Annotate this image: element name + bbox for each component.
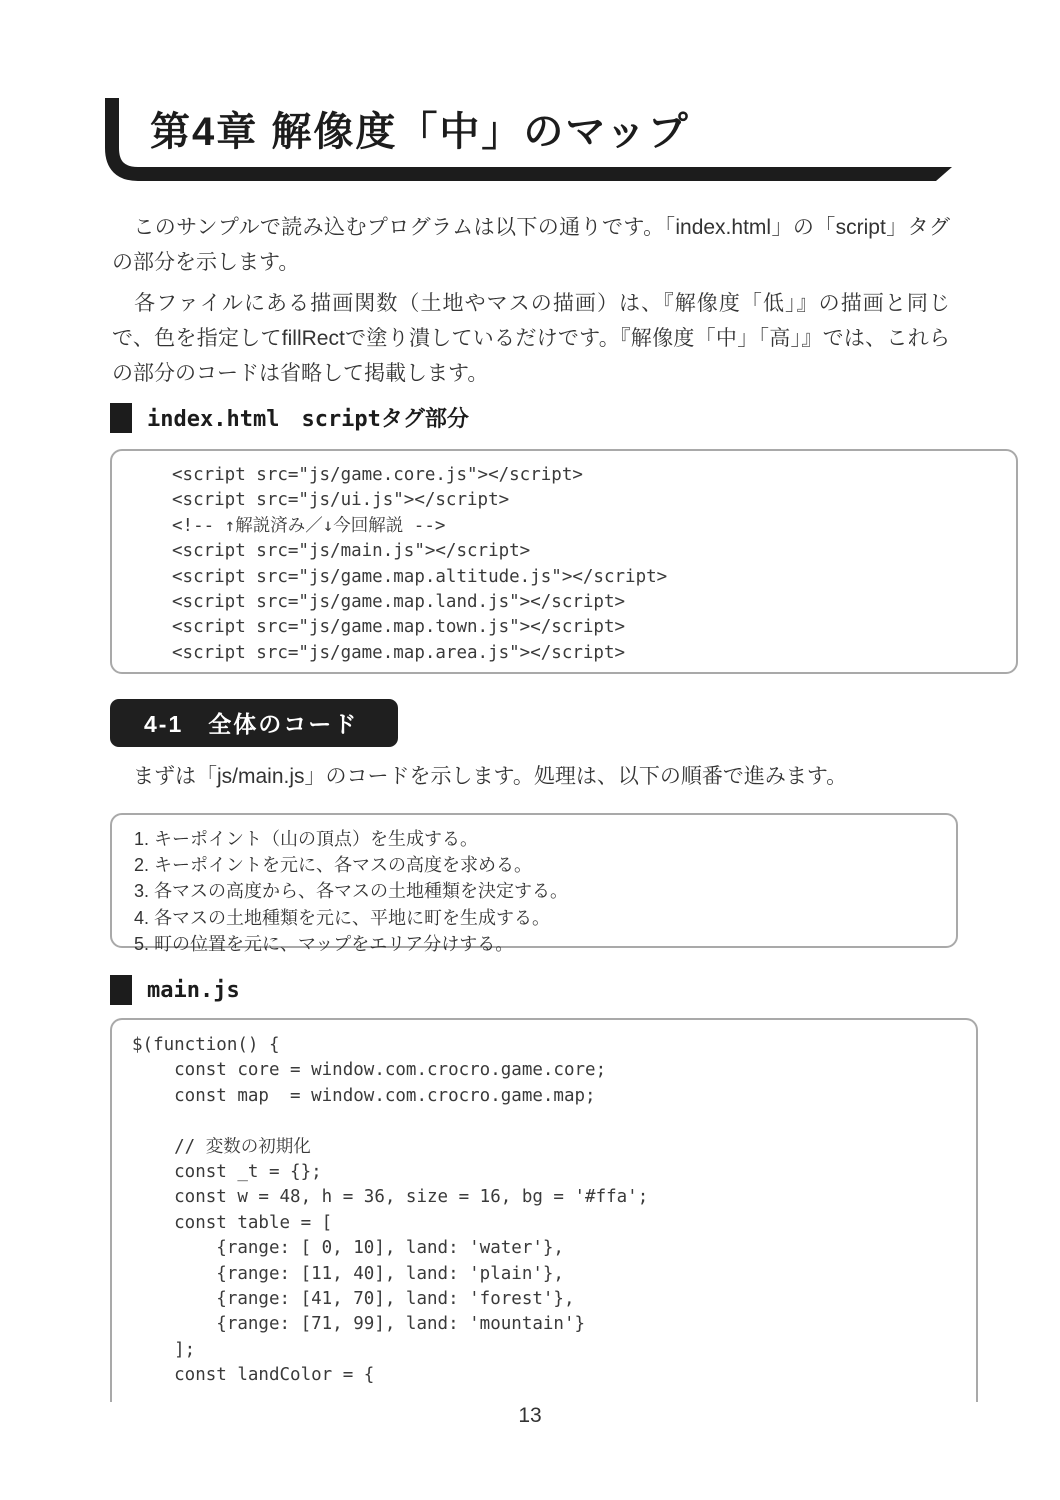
intro-paragraph-1: このサンプルで読み込むプログラムは以下の通りです。「index.html」の「script」タグの部分を示します。 [112,216,950,274]
chapter-header [0,0,1060,200]
lead-paragraph: まずは「js/main.js」のコードを示します。処理は、以下の順番で進みます。 [112,765,848,788]
page-number: 13 [518,1404,542,1427]
code-line: $(function() { [132,1035,280,1055]
listing-label-index-html: index.html scriptタグ部分 [147,407,469,432]
square-bullet-icon [110,403,132,433]
code-line [132,1109,966,1134]
listing-label-main-js: main.js [147,977,240,1003]
code-line: <script src="js/game.map.town.js"></script> [172,617,626,638]
code-box-main-js [110,1018,978,1402]
intro-paragraph-2: 各ファイルにある描画関数（土地やマスの描画）は、『解像度「低」』の描画と同じで、色を指定してfillRectで塗り潰しているだけです。『解像度「中」「高」』では、これらの部分のコードは省略して掲載します。 [112,292,950,385]
step-item: 3. 各マスの高度から、各マスの土地種類を決定する。 [134,881,569,902]
step-item: 4. 各マスの土地種類を元に、平地に町を生成する。 [134,907,551,928]
code-line: const landColor = { [132,1365,375,1386]
step-item: 1. キーポイント（山の頂点）を生成する。 [134,829,479,849]
code-line: <script src="js/ui.js"></script> [172,490,510,511]
section-header-4-1: 4-1 全体のコード [110,699,398,747]
code-line: // 変数の初期化 [132,1136,311,1157]
square-bullet-icon [110,975,132,1005]
steps-box [110,813,958,954]
code-line: <script src="js/main.js"></script> [172,541,531,562]
code-line: {range: [ 0, 10], land: 'water'}, [132,1238,564,1259]
code-line: <script src="js/game.map.altitude.js"></script> [172,566,668,587]
intro-paragraphs [112,210,950,397]
code-line: <script src="js/game.map.land.js"></script> [172,592,626,613]
listing-label-row-main-js [110,975,240,1005]
code-line: ]; [132,1339,196,1360]
listing-label-row-index-html [110,402,469,433]
step-item: 5. 町の位置を元に、マップをエリア分けする。 [134,933,514,954]
code-line: <!-- ↑解説済み／↓今回解説 --> [172,515,446,536]
code-line: const core = window.com.crocro.game.core; [132,1060,607,1081]
code-line: {range: [41, 70], land: 'forest'}, [132,1289,575,1310]
code-line: {range: [11, 40], land: 'plain'}, [132,1263,564,1284]
code-box-index-html [110,449,1018,674]
code-line: {range: [71, 99], land: 'mountain'} [132,1314,586,1335]
code-line: const _t = {}; [132,1162,322,1183]
code-line: const table = [ [132,1212,333,1233]
code-line: const w = 48, h = 36, size = 16, bg = '#ffa'; [132,1187,649,1208]
code-line: <script src="js/game.map.area.js"></script> [172,642,626,663]
step-item: 2. キーポイントを元に、各マスの高度を求める。 [134,855,533,876]
code-line: const map = window.com.crocro.game.map; [132,1085,596,1106]
code-line: <script src="js/game.core.js"></script> [172,465,583,485]
chapter-title: 第4章 解像度「中」のマップ [150,110,690,154]
